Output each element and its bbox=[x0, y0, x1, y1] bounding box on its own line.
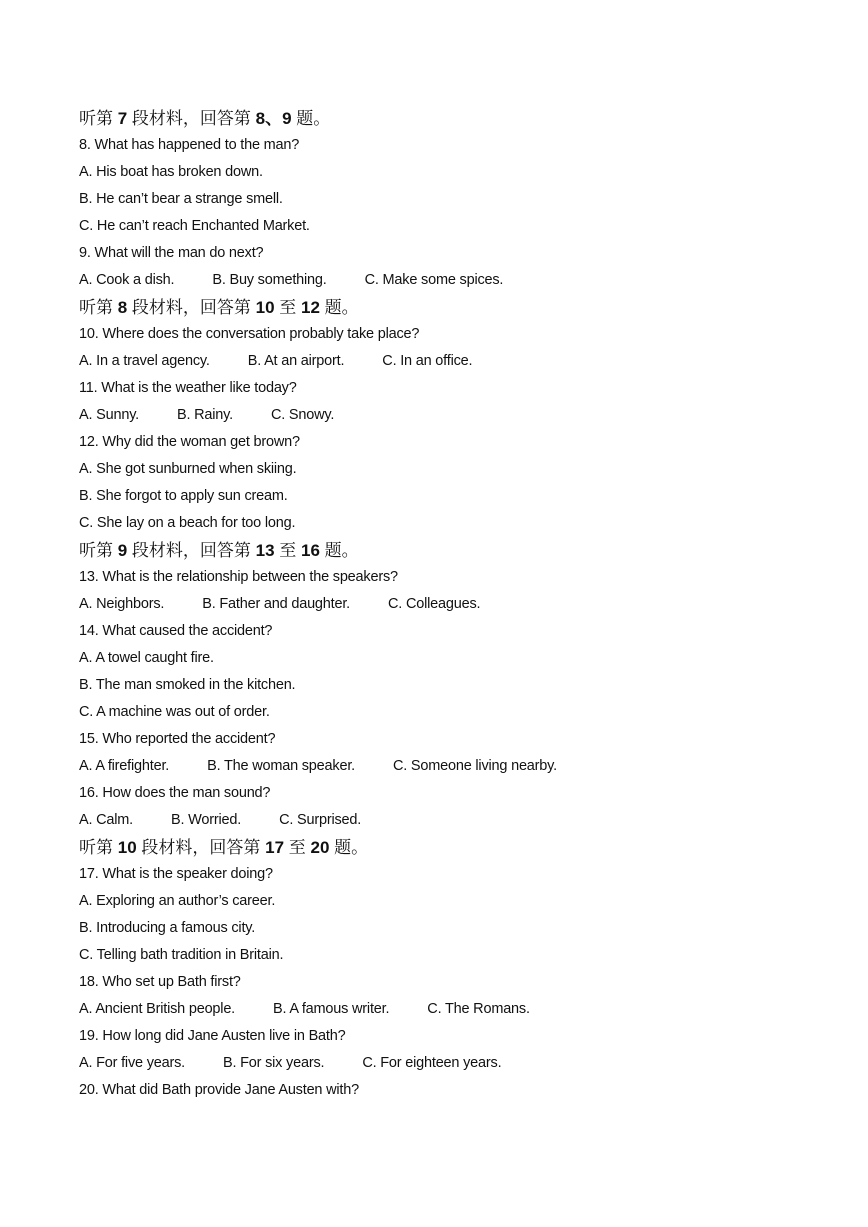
answer-option: B. For six years. bbox=[223, 1055, 325, 1071]
heading-question-end: 16 bbox=[301, 541, 320, 560]
section-heading bbox=[79, 294, 839, 321]
section-heading bbox=[79, 537, 839, 564]
answer-option: C. Make some spices. bbox=[364, 272, 504, 288]
heading-to: 至 bbox=[274, 298, 302, 317]
question-text: 19. How long did Jane Austen live in Bath? bbox=[79, 1028, 346, 1044]
answer-option: C. In an office. bbox=[382, 353, 473, 369]
answer-option: A. Neighbors. bbox=[79, 596, 165, 612]
heading-question-end: 20 bbox=[310, 838, 330, 857]
question-text: 18. Who set up Bath first? bbox=[79, 974, 241, 990]
options-row bbox=[79, 807, 839, 834]
answer-option: B. A famous writer. bbox=[273, 1001, 390, 1017]
heading-question-end: 12 bbox=[301, 298, 320, 317]
question-text: 10. Where does the conversation probably take place? bbox=[79, 326, 420, 342]
answer-option: C. Snowy. bbox=[270, 407, 335, 423]
question-text: 15. Who reported the accident? bbox=[79, 731, 276, 747]
heading-prefix: 听第 bbox=[79, 298, 118, 317]
heading-question-start: 8、9 bbox=[255, 109, 292, 128]
options-row bbox=[79, 267, 839, 294]
answer-option: A. A towel caught fire. bbox=[79, 650, 214, 666]
heading-suffix: 题。 bbox=[319, 541, 359, 560]
answer-option: A. Cook a dish. bbox=[79, 272, 175, 288]
section-heading bbox=[79, 105, 839, 132]
answer-option: C. Someone living nearby. bbox=[392, 758, 557, 774]
heading-material-number: 9 bbox=[117, 541, 128, 560]
heading-material-number: 7 bbox=[117, 109, 128, 128]
answer-option: C. Colleagues. bbox=[388, 596, 481, 612]
question-text: 20. What did Bath provide Jane Austen with? bbox=[79, 1082, 359, 1098]
heading-middle: 段材料，回答第 bbox=[127, 541, 256, 560]
answer-option: C. A machine was out of order. bbox=[79, 704, 270, 720]
heading-to: 至 bbox=[284, 838, 311, 857]
answer-option: A. In a travel agency. bbox=[79, 353, 210, 369]
heading-question-start: 17 bbox=[265, 838, 285, 857]
heading-middle: 段材料，回答第 bbox=[136, 838, 266, 857]
question-text: 9. What will the man do next? bbox=[79, 245, 264, 261]
options-row bbox=[79, 1050, 839, 1077]
answer-option: A. His boat has broken down. bbox=[79, 164, 263, 180]
answer-option: C. For eighteen years. bbox=[362, 1055, 502, 1071]
answer-option: A. Sunny. bbox=[79, 407, 139, 423]
question-text: 16. How does the man sound? bbox=[79, 785, 271, 801]
section-heading bbox=[79, 834, 839, 861]
answer-option: B. Worried. bbox=[171, 812, 242, 828]
options-row bbox=[79, 753, 839, 780]
answer-option: A. A firefighter. bbox=[79, 758, 170, 774]
heading-material-number: 8 bbox=[117, 298, 128, 317]
heading-prefix: 听第 bbox=[79, 109, 118, 128]
answer-option: A. Exploring an author’s career. bbox=[79, 893, 276, 909]
options-row bbox=[79, 348, 839, 375]
heading-question-start: 13 bbox=[255, 541, 275, 560]
heading-material-number: 10 bbox=[117, 838, 137, 857]
options-row bbox=[79, 996, 839, 1023]
options-row bbox=[79, 402, 839, 429]
options-row bbox=[79, 591, 839, 618]
heading-suffix: 题。 bbox=[319, 298, 359, 317]
answer-option: A. Calm. bbox=[79, 812, 133, 828]
answer-option: A. For five years. bbox=[79, 1055, 185, 1071]
heading-prefix: 听第 bbox=[79, 838, 118, 857]
answer-option: A. She got sunburned when skiing. bbox=[79, 461, 297, 477]
answer-option: C. She lay on a beach for too long. bbox=[79, 515, 296, 531]
answer-option: C. Telling bath tradition in Britain. bbox=[79, 947, 284, 963]
answer-option: B. The woman speaker. bbox=[207, 758, 355, 774]
answer-option: B. Rainy. bbox=[177, 407, 233, 423]
heading-to: 至 bbox=[274, 541, 302, 560]
answer-option: B. Father and daughter. bbox=[202, 596, 351, 612]
answer-option: B. Buy something. bbox=[212, 272, 327, 288]
answer-option: B. Introducing a famous city. bbox=[79, 920, 256, 936]
heading-suffix: 题。 bbox=[291, 109, 331, 128]
heading-middle: 段材料，回答第 bbox=[127, 109, 256, 128]
question-text: 11. What is the weather like today? bbox=[79, 380, 297, 396]
question-text: 13. What is the relationship between the speakers? bbox=[79, 569, 398, 585]
question-text: 17. What is the speaker doing? bbox=[79, 866, 273, 882]
answer-option: C. Surprised. bbox=[279, 812, 362, 828]
heading-middle: 段材料，回答第 bbox=[127, 298, 256, 317]
answer-option: B. He can’t bear a strange smell. bbox=[79, 191, 283, 207]
question-text: 12. Why did the woman get brown? bbox=[79, 434, 300, 450]
answer-option: C. He can’t reach Enchanted Market. bbox=[79, 218, 310, 234]
answer-option: C. The Romans. bbox=[427, 1001, 530, 1017]
exam-page bbox=[79, 105, 839, 1104]
answer-option: A. Ancient British people. bbox=[79, 1001, 236, 1017]
heading-prefix: 听第 bbox=[79, 541, 118, 560]
heading-suffix: 题。 bbox=[329, 838, 369, 857]
question-text: 14. What caused the accident? bbox=[79, 623, 273, 639]
answer-option: B. She forgot to apply sun cream. bbox=[79, 488, 288, 504]
question-text: 8. What has happened to the man? bbox=[79, 137, 300, 153]
answer-option: B. The man smoked in the kitchen. bbox=[79, 677, 296, 693]
heading-question-start: 10 bbox=[255, 298, 275, 317]
answer-option: B. At an airport. bbox=[247, 353, 345, 369]
